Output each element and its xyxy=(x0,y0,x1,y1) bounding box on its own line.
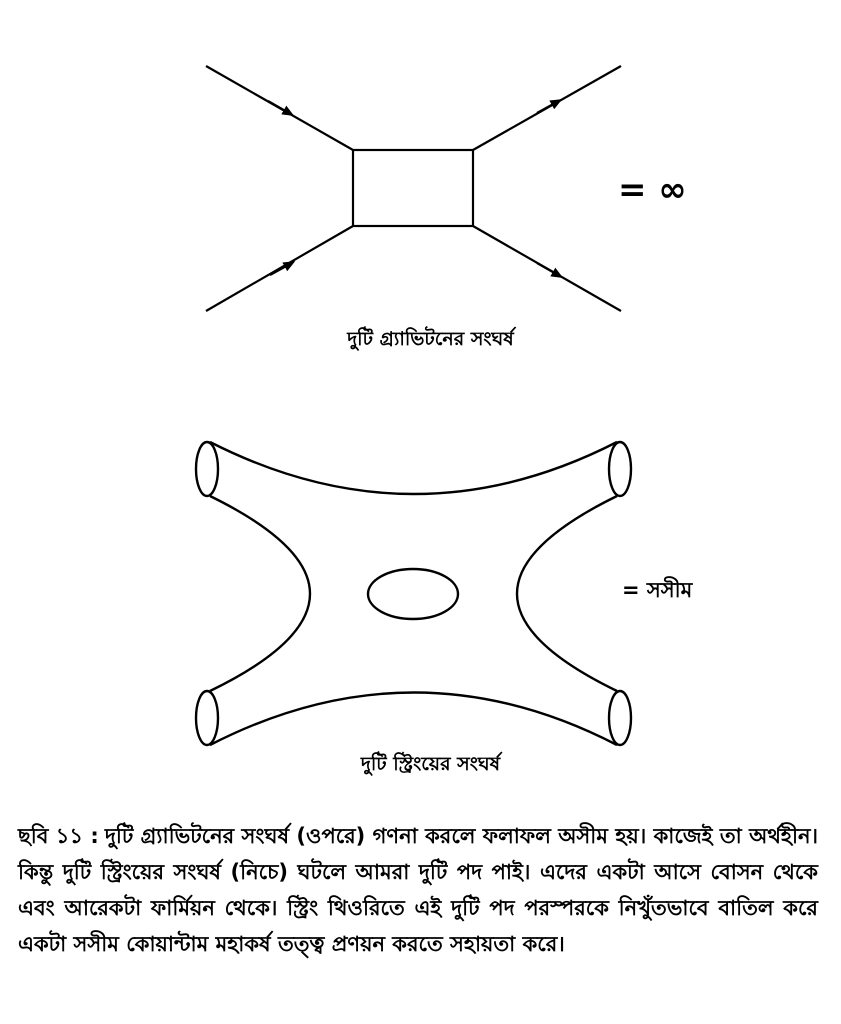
string-collision-caption: দুটি স্ট্রিংয়ের সংঘর্ষ xyxy=(360,753,501,775)
tube-end-bottom-right xyxy=(609,691,631,745)
arrow-incoming-upper xyxy=(268,101,289,113)
finite-result: = সসীম xyxy=(622,578,693,602)
worldsheet-top-edge xyxy=(210,442,617,494)
figure-caption-text: দুটি গ্র্যাভিটনের সংঘর্ষ (ওপরে) গণনা করলে ফলাফল অসীম হয়। কাজেই তা অর্থহীন। কিন্তু দুটি স্ট্রিংয়ের সংঘর্ষ (নিচে) ঘটলে আমরা দুটি পদ পাই। এদের একটা আসে বোসন থেকে এবং আরেকটা ফার্মিয়ন থেকে। স্ট্রিং থিওরিতে এই দুটি পদ পরস্পরকে নিখুঁতভাবে বাতিল করে একটা সসীম কোয়ান্টাম মহাকর্ষ তত্ত্ব প্রণয়ন করতে সহায়তা করে। xyxy=(18,824,818,956)
string-collision-diagram xyxy=(196,442,631,745)
graviton-collision-caption: দুটি গ্র্যাভিটনের সংঘর্ষ xyxy=(347,328,514,350)
worldsheet-right-edge xyxy=(517,496,617,691)
arrow-incoming-lower xyxy=(270,264,290,275)
tube-end-top-right xyxy=(609,442,631,496)
incoming-line-lower xyxy=(206,226,353,311)
arrow-outgoing-upper xyxy=(537,102,557,113)
worldsheet-hole xyxy=(368,569,458,619)
figure-caption xyxy=(18,818,818,962)
graviton-collision-diagram xyxy=(206,66,621,311)
arrow-outgoing-lower xyxy=(537,263,558,275)
worldsheet-left-edge xyxy=(210,496,310,691)
worldsheet-bottom-edge xyxy=(210,693,617,746)
figure-caption-label: ছবি ১১ : xyxy=(18,824,99,848)
tube-end-top-left xyxy=(196,442,218,496)
infinity-result: = ∞ xyxy=(618,170,687,210)
loop-box xyxy=(353,150,473,226)
tube-end-bottom-left xyxy=(196,691,218,745)
